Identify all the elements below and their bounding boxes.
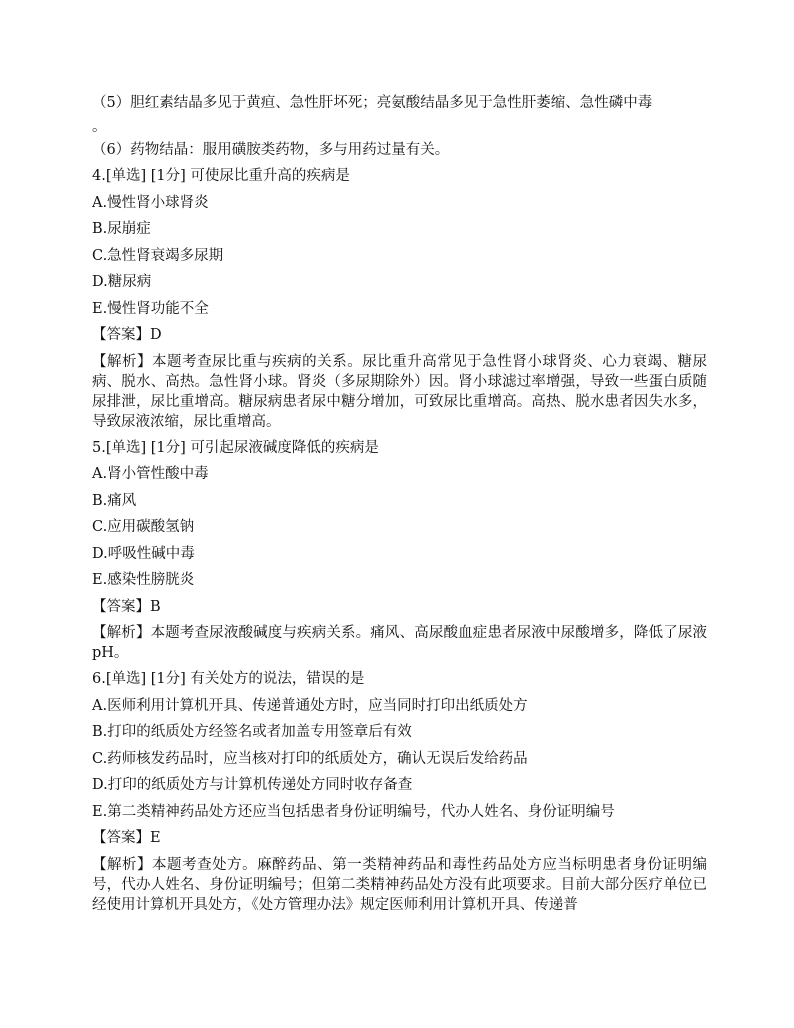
option-a: A.慢性肾小球肾炎 [92, 194, 209, 211]
answer-label: 【答案】E [92, 830, 161, 846]
answer-label: 【答案】B [92, 598, 161, 615]
option-b: B.尿崩症 [92, 221, 151, 237]
intro-line-6: （6）药物结晶：服用磺胺类药物，多与用药过量有关。 [92, 141, 450, 158]
analysis-text: 【解析】本题考查尿比重与疾病的关系。尿比重升高常见于急性肾小球肾炎、心力衰竭、糖尿病、脱水、高热。急性肾小球。肾炎（多尿期除外）因。肾小球滤过率增强，导致一些蛋白质随尿排泄，尿比重增高。糖尿病患者尿中糖分增加，可致尿比重增高。高热、脱水患者因失水多，导致尿液浓缩，尿比重增高。 [92, 353, 707, 430]
option-d: D.呼吸性碱中毒 [92, 545, 195, 562]
question-block-6 [92, 666, 707, 915]
question-stem: 6.[单选] [1分] 有关处方的说法，错误的是 [92, 671, 365, 687]
option-e: E.第二类精神药品处方还应当包括患者身份证明编号，代办人姓名、身份证明编号 [92, 803, 615, 820]
option-a: A.医师利用计算机开具、传递普通处方时，应当同时打印出纸质处方 [92, 697, 528, 714]
question-block-5 [92, 435, 707, 664]
option-d: D.打印的纸质处方与计算机传递处方同时收存备查 [92, 777, 413, 793]
option-b: B.痛风 [92, 492, 137, 509]
answer-label: 【答案】D [92, 327, 162, 343]
intro-line-5-continuation: 。 [92, 118, 107, 135]
question-stem: 5.[单选] [1分] 可引起尿液碱度降低的疾病是 [92, 439, 379, 456]
option-c: C.应用碳酸氢钠 [92, 519, 195, 535]
option-a: A.肾小管性酸中毒 [92, 466, 209, 482]
intro-line-5: （5）胆红素结晶多见于黄疸、急性肝坏死；亮氨酸结晶多见于急性肝萎缩、急性磷中毒 [92, 95, 653, 111]
option-b: B.打印的纸质处方经签名或者加盖专用签章后有效 [92, 724, 412, 740]
question-block-4 [92, 163, 707, 432]
option-e: E.感染性膀胱炎 [92, 572, 195, 588]
option-d: D.糖尿病 [92, 274, 152, 290]
question-stem: 4.[单选] [1分] 可使尿比重升高的疾病是 [92, 168, 350, 184]
document-page [92, 90, 707, 918]
analysis-text: 【解析】本题考查尿液酸碱度与疾病关系。痛风、高尿酸血症患者尿液中尿酸增多，降低了尿液pH。 [92, 625, 707, 661]
option-c: C.急性肾衰竭多尿期 [92, 247, 224, 264]
analysis-text: 【解析】本题考查处方。麻醉药品、第一类精神药品和毒性药品处方应当标明患者身份证明编号，代办人姓名、身份证明编号；但第二类精神药品处方没有此项要求。目前大部分医疗单位已经使用计算机开具处方，《处方管理办法》规定医师利用计算机开具、传递普 [92, 856, 707, 913]
option-c: C.药师核发药品时，应当核对打印的纸质处方，确认无误后发给药品 [92, 750, 528, 767]
option-e: E.慢性肾功能不全 [92, 300, 209, 317]
